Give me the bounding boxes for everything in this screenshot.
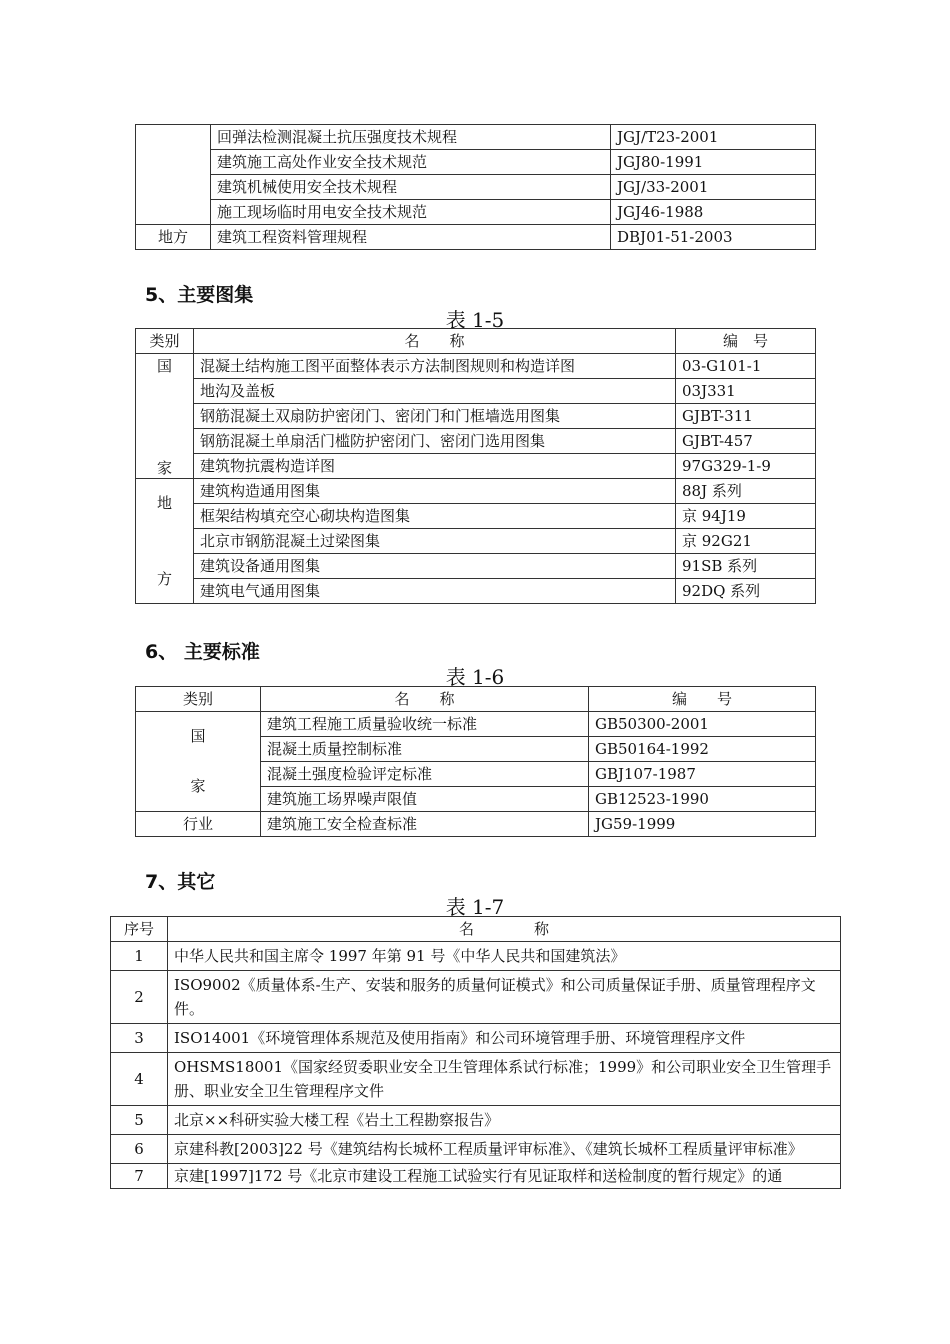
header-name: 名 称	[261, 687, 589, 712]
category-national	[136, 712, 261, 812]
table-row	[136, 479, 816, 504]
standard-code: JGJ/T23-2001	[611, 125, 816, 150]
atlas-name: 钢筋混凝土双扇防护密闭门、密闭门和门框墙选用图集	[194, 404, 676, 429]
table-row	[136, 354, 816, 379]
standard-code: GB50300-2001	[589, 712, 816, 737]
document-name: ISO14001《环境管理体系规范及使用指南》和公司环境管理手册、环境管理程序文件	[168, 1024, 841, 1053]
atlas-name: 混凝土结构施工图平面整体表示方法制图规则和构造详图	[194, 354, 676, 379]
standard-name: 建筑施工安全检查标准	[261, 812, 589, 837]
table-row	[136, 712, 816, 737]
standard-name: 建筑工程施工质量验收统一标准	[261, 712, 589, 737]
table-row	[136, 225, 816, 250]
standard-name: 建筑机械使用安全技术规程	[211, 175, 611, 200]
standard-name: 混凝土质量控制标准	[261, 737, 589, 762]
table-row	[111, 1024, 841, 1053]
document-name: 北京××科研实验大楼工程《岩土工程勘察报告》	[168, 1106, 841, 1135]
row-number: 1	[111, 942, 168, 971]
atlas-code: GJBT-457	[676, 429, 816, 454]
section-7-title: 7、其它	[145, 871, 216, 893]
atlas-code: 京 94J19	[676, 504, 816, 529]
standard-code: JGJ80-1991	[611, 150, 816, 175]
atlas-name: 北京市钢筋混凝土过梁图集	[194, 529, 676, 554]
document-name: OHSMS18001《国家经贸委职业安全卫生管理体系试行标准；1999》和公司职业安全卫生管理手册、职业安全卫生管理程序文件	[168, 1053, 841, 1106]
other-documents-table	[110, 916, 841, 1189]
category-char: 国	[190, 727, 206, 745]
atlas-name: 地沟及盖板	[194, 379, 676, 404]
table-row	[136, 150, 816, 175]
atlas-name: 建筑物抗震构造详图	[194, 454, 676, 479]
standard-name: 混凝土强度检验评定标准	[261, 762, 589, 787]
category-industry: 行业	[136, 812, 261, 837]
table-row	[136, 200, 816, 225]
atlas-code: 92DQ 系列	[676, 579, 816, 604]
table-1-7-caption: 表 1-7	[445, 895, 505, 919]
atlas-code: 91SB 系列	[676, 554, 816, 579]
row-number: 4	[111, 1053, 168, 1106]
atlas-code: 03J331	[676, 379, 816, 404]
atlas-name: 建筑电气通用图集	[194, 579, 676, 604]
atlas-code: 88J 系列	[676, 479, 816, 504]
document-name: 京建科教[2003]22 号《建筑结构长城杯工程质量评审标准》、《建筑长城杯工程质量评审标准》	[168, 1135, 841, 1164]
table-row	[111, 1053, 841, 1106]
table-row	[111, 1106, 841, 1135]
standard-code: JGJ/33-2001	[611, 175, 816, 200]
category-national	[136, 354, 194, 479]
category-char: 方	[156, 570, 172, 588]
atlas-code: 京 92G21	[676, 529, 816, 554]
category-char: 家	[156, 459, 172, 477]
header-code: 编 号	[589, 687, 816, 712]
document-name: 中华人民共和国主席令 1997 年第 91 号《中华人民共和国建筑法》	[168, 942, 841, 971]
atlas-code: 97G329-1-9	[676, 454, 816, 479]
atlas-code: 03-G101-1	[676, 354, 816, 379]
standard-code: JGJ46-1988	[611, 200, 816, 225]
category-cell	[136, 125, 211, 225]
table-row	[111, 971, 841, 1024]
table-row	[136, 504, 816, 529]
category-char: 地	[156, 494, 172, 512]
standard-name: 建筑工程资料管理规程	[211, 225, 611, 250]
header-code: 编 号	[676, 329, 816, 354]
standard-name: 建筑施工场界噪声限值	[261, 787, 589, 812]
row-number: 7	[111, 1164, 168, 1189]
table-row	[136, 175, 816, 200]
table-header-row	[111, 917, 841, 942]
atlas-name: 框架结构填充空心砌块构造图集	[194, 504, 676, 529]
section-5-title: 5、主要图集	[145, 284, 254, 306]
table-row	[136, 579, 816, 604]
header-name: 名 称	[194, 329, 676, 354]
table-row	[111, 942, 841, 971]
document-name: 京建[1997]172 号《北京市建设工程施工试验实行有见证取样和送检制度的暂行规定》的通	[168, 1164, 841, 1189]
row-number: 3	[111, 1024, 168, 1053]
table-row	[136, 429, 816, 454]
row-number: 6	[111, 1135, 168, 1164]
table-row	[111, 1135, 841, 1164]
category-cell: 地方	[136, 225, 211, 250]
table-row	[136, 812, 816, 837]
category-char: 家	[190, 777, 206, 795]
table-1-6-caption: 表 1-6	[445, 665, 505, 689]
standard-code: GBJ107-1987	[589, 762, 816, 787]
atlas-name: 建筑设备通用图集	[194, 554, 676, 579]
table-row	[136, 379, 816, 404]
table-header-row	[136, 329, 816, 354]
row-number: 5	[111, 1106, 168, 1135]
section-6-title: 6、 主要标准	[145, 641, 260, 663]
atlas-name: 建筑构造通用图集	[194, 479, 676, 504]
atlas-code: GJBT-311	[676, 404, 816, 429]
row-number: 2	[111, 971, 168, 1024]
standard-name: 施工现场临时用电安全技术规范	[211, 200, 611, 225]
table-1-5-caption: 表 1-5	[445, 308, 505, 332]
header-no: 序号	[111, 917, 168, 942]
table-row	[136, 554, 816, 579]
standard-code: JG59-1999	[589, 812, 816, 837]
table-header-row	[136, 687, 816, 712]
standard-name: 回弹法检测混凝土抗压强度技术规程	[211, 125, 611, 150]
header-category: 类别	[136, 687, 261, 712]
table-row	[136, 404, 816, 429]
standards-table-continued	[135, 124, 816, 250]
atlas-name: 钢筋混凝土单扇活门槛防护密闭门、密闭门选用图集	[194, 429, 676, 454]
header-category: 类别	[136, 329, 194, 354]
table-row	[136, 454, 816, 479]
standard-code: GB50164-1992	[589, 737, 816, 762]
table-row	[136, 529, 816, 554]
document-name: ISO9002《质量体系-生产、安装和服务的质量何证模式》和公司质量保证手册、质量管理程序文件。	[168, 971, 841, 1024]
standard-code: GB12523-1990	[589, 787, 816, 812]
standard-name: 建筑施工高处作业安全技术规范	[211, 150, 611, 175]
category-local	[136, 479, 194, 604]
category-char: 国	[156, 357, 172, 375]
table-row	[111, 1164, 841, 1189]
table-row	[136, 125, 816, 150]
standard-code: DBJ01-51-2003	[611, 225, 816, 250]
atlas-table	[135, 328, 816, 604]
header-name: 名 称	[168, 917, 841, 942]
standards-table	[135, 686, 816, 837]
